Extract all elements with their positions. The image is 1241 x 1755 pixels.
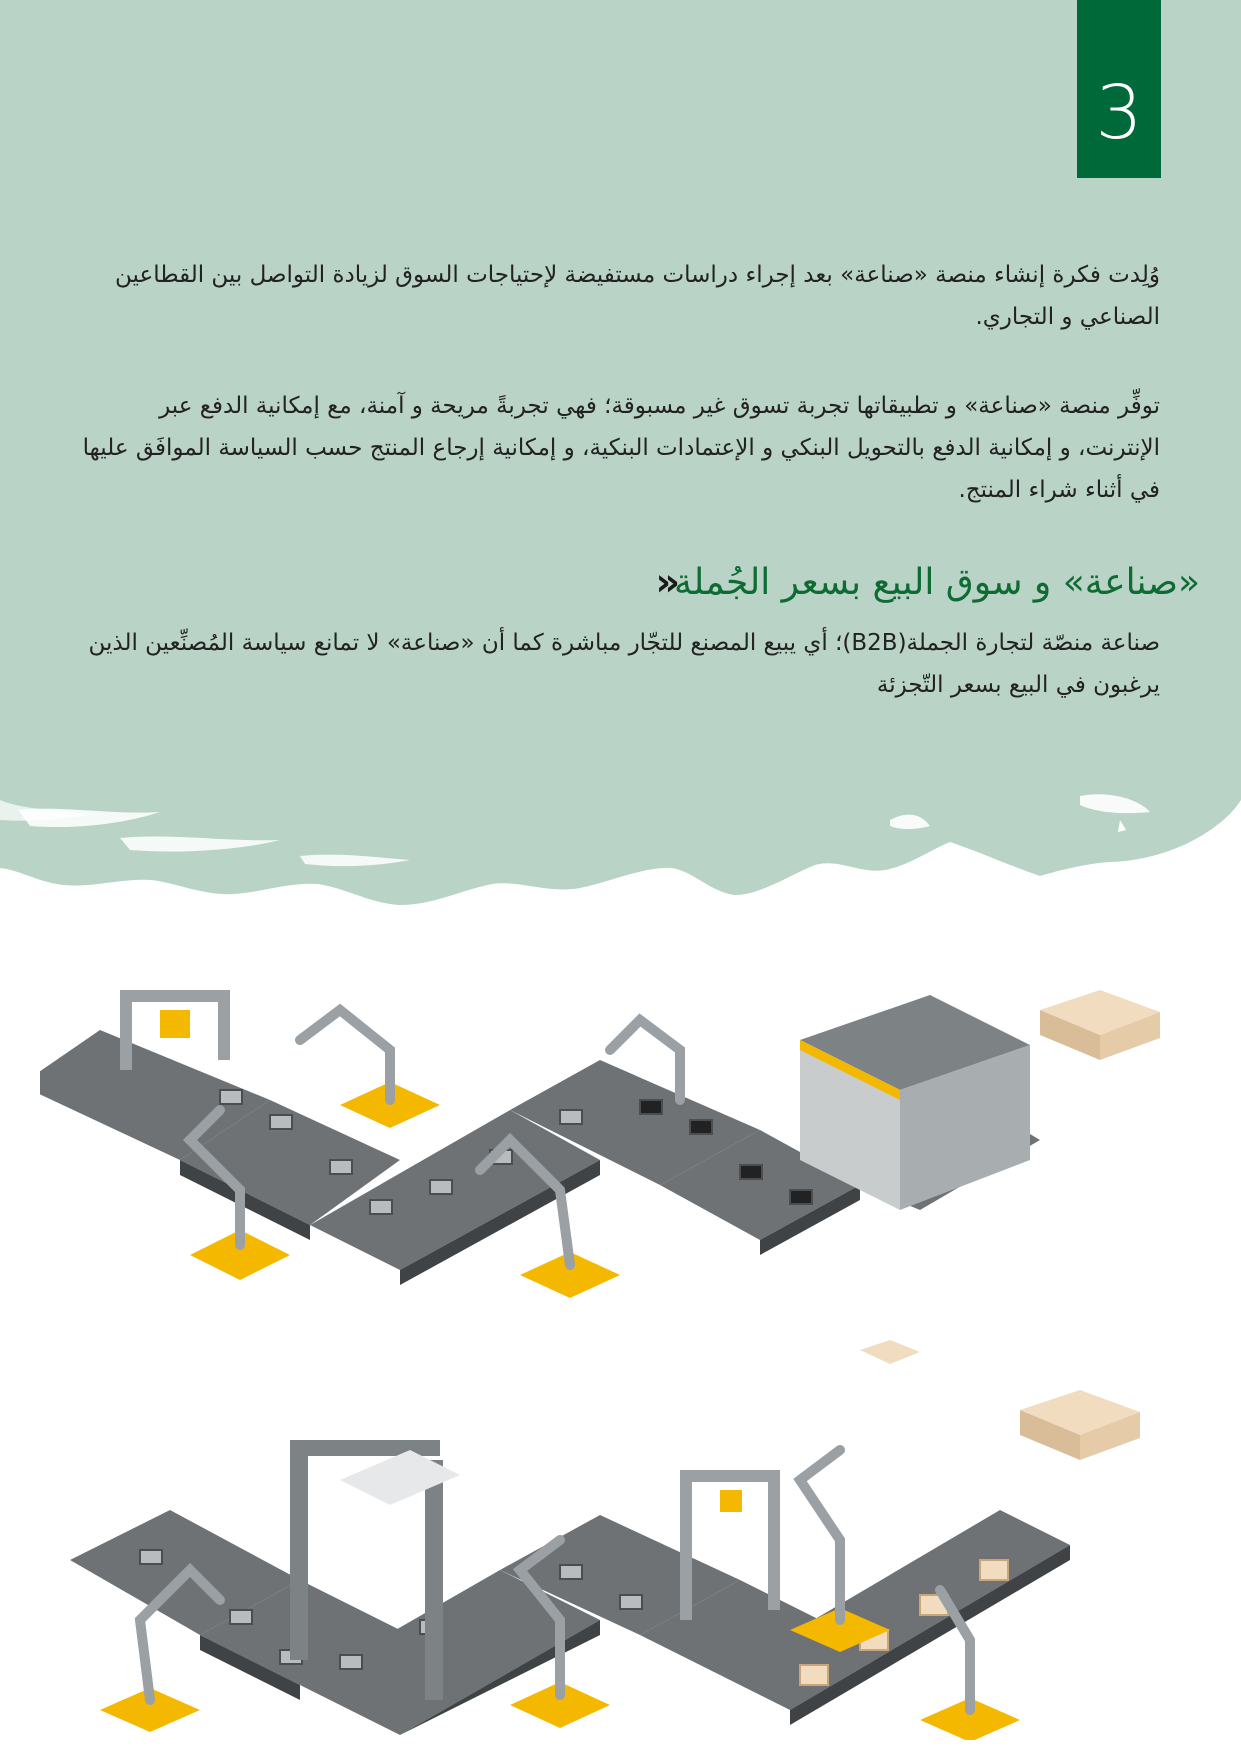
section-heading-text: «صناعة» و سوق البيع بسعر الجُملة <box>674 561 1200 603</box>
page-number: 3 <box>1095 70 1143 156</box>
double-chevron-left-icon: « <box>655 560 674 604</box>
wholesale-paragraph: صناعة منصّة لتجارة الجملة(B2B)؛ أي يبيع المصنع للتجّار مباشرة كما أن «صناعة» لا تمانع سياسة المُصنِّعين الذين يرغبون في البيع بسعر التّجزئة <box>88 630 1160 698</box>
page-number-badge <box>1077 0 1161 178</box>
stacked-boxes <box>1040 990 1160 1060</box>
stacked-boxes <box>860 1340 1140 1460</box>
conveyor-line-illustration-top <box>40 990 1210 1310</box>
intro-paragraph: وُلِدت فكرة إنشاء منصة «صناعة» بعد إجراء دراسات مستفيضة لإحتياجات السوق لزيادة التواصل بين القطاعين الصناعي و التجاري. <box>115 262 1160 330</box>
features-paragraph: توفِّر منصة «صناعة» و تطبيقاتها تجربة تسوق غير مسبوقة؛ فهي تجربةً مريحة و آمنة، مع إمكانية الدفع عبر الإنترنت، و إمكانية الدفع بالتحويل البنكي و الإعتمادات البنكية، و إمكانية إرجاع المنتج حسب السياسة الموافَق عليها في أثناء شراء المنتج. <box>82 393 1160 503</box>
conveyor-line-illustration-bottom <box>40 1320 1210 1740</box>
section-heading <box>500 552 1200 612</box>
